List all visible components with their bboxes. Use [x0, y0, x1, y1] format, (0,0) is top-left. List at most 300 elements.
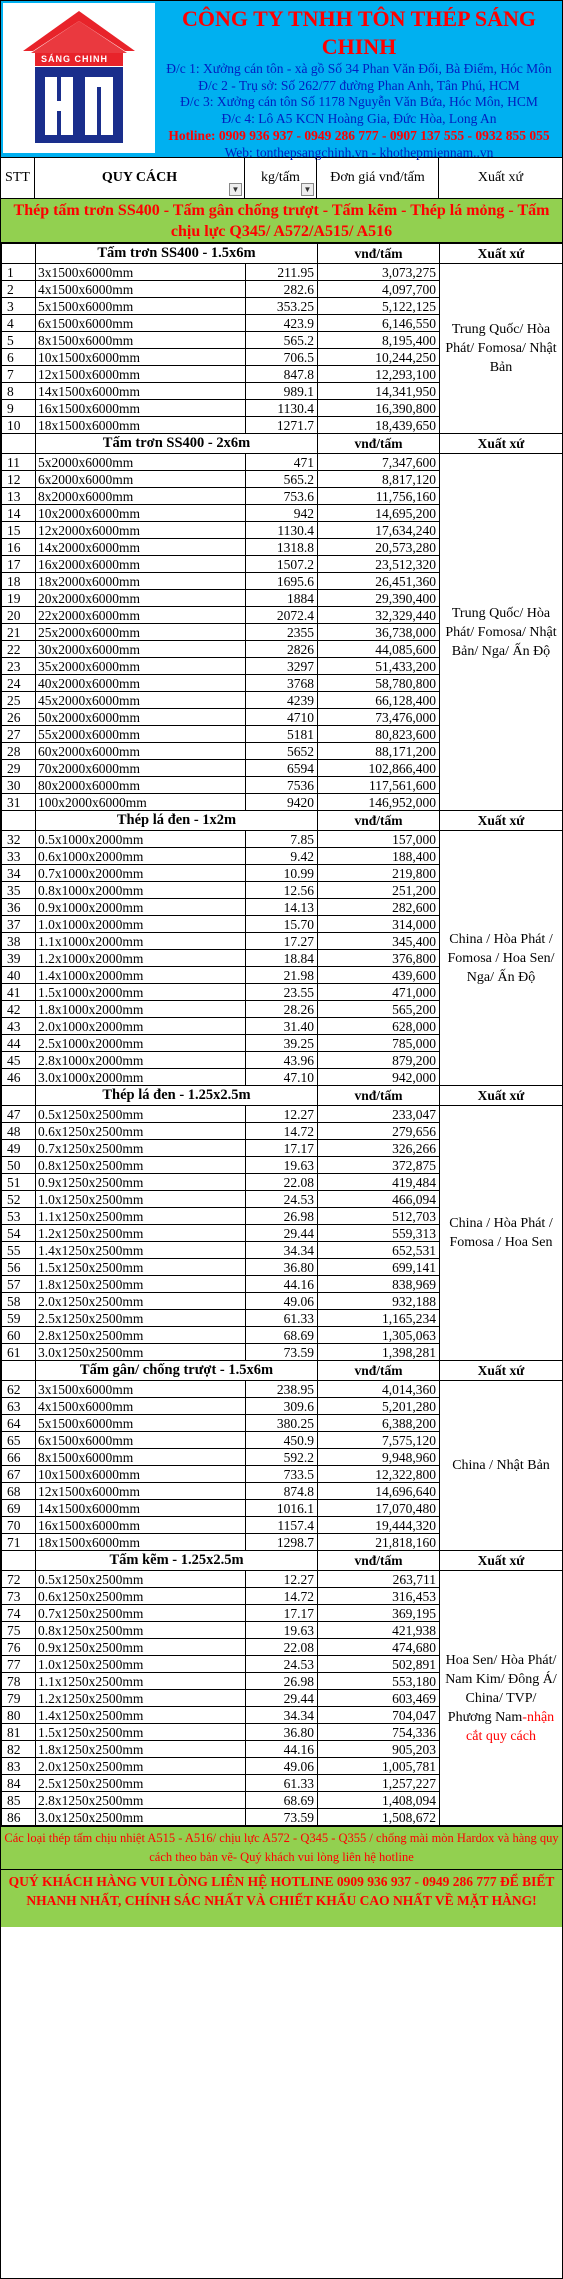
row-spec: 5x1500x6000mm	[36, 1415, 246, 1432]
row-spec: 8x1500x6000mm	[36, 1449, 246, 1466]
row-weight: 706.5	[246, 349, 318, 366]
row-weight: 34.34	[246, 1707, 318, 1724]
section-blank	[2, 434, 36, 454]
row-spec: 18x1500x6000mm	[36, 1534, 246, 1551]
row-price: 6,146,550	[318, 315, 440, 332]
row-price: 58,780,800	[318, 675, 440, 692]
row-price: 188,400	[318, 848, 440, 865]
section-name: Tấm kẽm - 1.25x2.5m	[36, 1551, 318, 1571]
row-stt: 23	[2, 658, 36, 675]
row-spec: 20x2000x6000mm	[36, 590, 246, 607]
row-price: 9,948,960	[318, 1449, 440, 1466]
row-spec: 0.9x1000x2000mm	[36, 899, 246, 916]
row-weight: 2072.4	[246, 607, 318, 624]
row-stt: 75	[2, 1622, 36, 1639]
row-price: 754,336	[318, 1724, 440, 1741]
row-stt: 78	[2, 1673, 36, 1690]
row-stt: 34	[2, 865, 36, 882]
section-origin-label: Xuất xứ	[440, 244, 563, 264]
row-stt: 74	[2, 1605, 36, 1622]
row-spec: 3x1500x6000mm	[36, 1381, 246, 1398]
row-weight: 450.9	[246, 1432, 318, 1449]
row-weight: 6594	[246, 760, 318, 777]
row-price: 3,073,275	[318, 264, 440, 281]
row-spec: 0.5x1000x2000mm	[36, 831, 246, 848]
row-stt: 73	[2, 1588, 36, 1605]
row-price: 21,818,160	[318, 1534, 440, 1551]
row-weight: 15.70	[246, 916, 318, 933]
origin-text: Hoa Sen/ Hòa Phát/ Nam Kim/ Đông Á/ China/ TVP/ Phương Nam	[445, 1652, 557, 1725]
row-spec: 1.4x1000x2000mm	[36, 967, 246, 984]
product-title-banner: Thép tấm trơn SS400 - Tấm gân chống trượt - Tấm kẽm - Thép lá mỏng - Tấm chịu lực Q345/ A572/A515/ A516	[1, 199, 562, 243]
row-weight: 423.9	[246, 315, 318, 332]
row-weight: 34.34	[246, 1242, 318, 1259]
row-stt: 6	[2, 349, 36, 366]
row-spec: 1.2x1250x2500mm	[36, 1225, 246, 1242]
row-stt: 44	[2, 1035, 36, 1052]
row-price: 17,070,480	[318, 1500, 440, 1517]
row-weight: 733.5	[246, 1466, 318, 1483]
row-spec: 0.8x1250x2500mm	[36, 1622, 246, 1639]
row-price: 502,891	[318, 1656, 440, 1673]
row-stt: 32	[2, 831, 36, 848]
row-spec: 6x1500x6000mm	[36, 1432, 246, 1449]
row-weight: 592.2	[246, 1449, 318, 1466]
row-price: 20,573,280	[318, 539, 440, 556]
row-weight: 7.85	[246, 831, 318, 848]
row-spec: 0.6x1250x2500mm	[36, 1588, 246, 1605]
row-weight: 1695.6	[246, 573, 318, 590]
row-spec: 1.8x1000x2000mm	[36, 1001, 246, 1018]
row-stt: 79	[2, 1690, 36, 1707]
row-stt: 63	[2, 1398, 36, 1415]
row-spec: 50x2000x6000mm	[36, 709, 246, 726]
row-stt: 26	[2, 709, 36, 726]
row-stt: 29	[2, 760, 36, 777]
row-price: 4,014,360	[318, 1381, 440, 1398]
row-stt: 14	[2, 505, 36, 522]
row-weight: 44.16	[246, 1276, 318, 1293]
row-stt: 65	[2, 1432, 36, 1449]
row-price: 652,531	[318, 1242, 440, 1259]
row-spec: 2.5x1250x2500mm	[36, 1775, 246, 1792]
col-origin: Xuất xứ	[477, 170, 524, 185]
row-stt: 15	[2, 522, 36, 539]
row-price: 905,203	[318, 1741, 440, 1758]
row-price: 785,000	[318, 1035, 440, 1052]
col-price: Đơn giá vnđ/tấm	[317, 158, 439, 198]
section-header	[2, 811, 563, 831]
row-weight: 9420	[246, 794, 318, 811]
row-weight: 29.44	[246, 1225, 318, 1242]
section-unit: vnđ/tấm	[318, 1551, 440, 1571]
row-weight: 31.40	[246, 1018, 318, 1035]
row-weight: 1884	[246, 590, 318, 607]
section-unit: vnđ/tấm	[318, 244, 440, 264]
row-weight: 68.69	[246, 1327, 318, 1344]
row-spec: 0.6x1250x2500mm	[36, 1123, 246, 1140]
table-row	[2, 264, 563, 281]
row-weight: 4710	[246, 709, 318, 726]
row-stt: 71	[2, 1534, 36, 1551]
row-spec: 2.8x1250x2500mm	[36, 1327, 246, 1344]
row-weight: 989.1	[246, 383, 318, 400]
row-price: 251,200	[318, 882, 440, 899]
section-name: Tấm gân/ chống trượt - 1.5x6m	[36, 1361, 318, 1381]
row-price: 603,469	[318, 1690, 440, 1707]
section-unit: vnđ/tấm	[318, 811, 440, 831]
row-weight: 24.53	[246, 1656, 318, 1673]
row-spec: 12x1500x6000mm	[36, 1483, 246, 1500]
row-spec: 0.6x1000x2000mm	[36, 848, 246, 865]
row-weight: 22.08	[246, 1174, 318, 1191]
row-stt: 2	[2, 281, 36, 298]
row-stt: 80	[2, 1707, 36, 1724]
row-stt: 67	[2, 1466, 36, 1483]
row-weight: 12.27	[246, 1571, 318, 1588]
row-spec: 1.5x1250x2500mm	[36, 1259, 246, 1276]
origin-cell	[440, 1381, 563, 1551]
row-spec: 2.8x1250x2500mm	[36, 1792, 246, 1809]
row-price: 376,800	[318, 950, 440, 967]
footer-cta: QUÝ KHÁCH HÀNG VUI LÒNG LIÊN HỆ HOTLINE 0909 936 937 - 0949 286 777 ĐỂ BIẾT NHANH NHẤT, CHÍNH SÁC NHẤT VÀ CHIẾT KHẤU CAO NHẤT VỀ MẶT HÀNG!	[1, 1869, 562, 1927]
row-price: 4,097,700	[318, 281, 440, 298]
row-weight: 17.17	[246, 1140, 318, 1157]
row-price: 628,000	[318, 1018, 440, 1035]
row-stt: 52	[2, 1191, 36, 1208]
row-weight: 942	[246, 505, 318, 522]
row-spec: 4x1500x6000mm	[36, 281, 246, 298]
row-weight: 17.17	[246, 1605, 318, 1622]
row-price: 474,680	[318, 1639, 440, 1656]
filter-dropdown-icon[interactable]: ▼	[229, 183, 242, 196]
row-weight: 23.55	[246, 984, 318, 1001]
row-price: 14,696,640	[318, 1483, 440, 1500]
row-weight: 1298.7	[246, 1534, 318, 1551]
company-info	[156, 3, 562, 160]
row-stt: 66	[2, 1449, 36, 1466]
row-price: 117,561,600	[318, 777, 440, 794]
column-header-row	[1, 158, 562, 199]
row-spec: 1.5x1000x2000mm	[36, 984, 246, 1001]
row-stt: 68	[2, 1483, 36, 1500]
row-spec: 8x1500x6000mm	[36, 332, 246, 349]
row-price: 88,171,200	[318, 743, 440, 760]
row-spec: 2.8x1000x2000mm	[36, 1052, 246, 1069]
row-stt: 17	[2, 556, 36, 573]
footer-note: Các loại thép tấm chịu nhiệt A515 - A516/ chịu lực A572 - Q345 - Q355 / chống mài mòn Hardox và hàng quy cách theo bản vẽ- Quý khách vui lòng liên hệ hotline	[1, 1826, 562, 1869]
row-stt: 25	[2, 692, 36, 709]
row-price: 942,000	[318, 1069, 440, 1086]
row-weight: 565.2	[246, 471, 318, 488]
row-stt: 50	[2, 1157, 36, 1174]
row-weight: 5652	[246, 743, 318, 760]
row-weight: 43.96	[246, 1052, 318, 1069]
price-table	[1, 243, 563, 1826]
row-stt: 42	[2, 1001, 36, 1018]
row-price: 12,293,100	[318, 366, 440, 383]
row-spec: 4x1500x6000mm	[36, 1398, 246, 1415]
row-spec: 0.9x1250x2500mm	[36, 1639, 246, 1656]
row-spec: 12x2000x6000mm	[36, 522, 246, 539]
row-spec: 16x2000x6000mm	[36, 556, 246, 573]
row-weight: 19.63	[246, 1622, 318, 1639]
row-spec: 0.8x1250x2500mm	[36, 1157, 246, 1174]
section-unit: vnđ/tấm	[318, 1086, 440, 1106]
row-weight: 19.63	[246, 1157, 318, 1174]
row-spec: 25x2000x6000mm	[36, 624, 246, 641]
row-stt: 47	[2, 1106, 36, 1123]
row-stt: 11	[2, 454, 36, 471]
row-price: 421,938	[318, 1622, 440, 1639]
row-price: 233,047	[318, 1106, 440, 1123]
table-row	[2, 1571, 563, 1588]
row-stt: 85	[2, 1792, 36, 1809]
row-weight: 565.2	[246, 332, 318, 349]
row-price: 838,969	[318, 1276, 440, 1293]
row-spec: 1.0x1250x2500mm	[36, 1656, 246, 1673]
row-spec: 1.1x1250x2500mm	[36, 1673, 246, 1690]
row-stt: 56	[2, 1259, 36, 1276]
row-price: 11,756,160	[318, 488, 440, 505]
row-stt: 76	[2, 1639, 36, 1656]
row-stt: 28	[2, 743, 36, 760]
row-weight: 753.6	[246, 488, 318, 505]
row-weight: 1130.4	[246, 522, 318, 539]
row-stt: 83	[2, 1758, 36, 1775]
row-stt: 43	[2, 1018, 36, 1035]
row-price: 565,200	[318, 1001, 440, 1018]
row-spec: 14x2000x6000mm	[36, 539, 246, 556]
section-blank	[2, 1086, 36, 1106]
section-origin-label: Xuất xứ	[440, 811, 563, 831]
row-spec: 100x2000x6000mm	[36, 794, 246, 811]
row-weight: 22.08	[246, 1639, 318, 1656]
row-spec: 2.0x1250x2500mm	[36, 1293, 246, 1310]
row-weight: 26.98	[246, 1208, 318, 1225]
row-price: 1,257,227	[318, 1775, 440, 1792]
row-spec: 6x2000x6000mm	[36, 471, 246, 488]
row-weight: 68.69	[246, 1792, 318, 1809]
row-price: 314,000	[318, 916, 440, 933]
row-price: 553,180	[318, 1673, 440, 1690]
row-price: 7,575,120	[318, 1432, 440, 1449]
row-spec: 2.5x1000x2000mm	[36, 1035, 246, 1052]
row-stt: 35	[2, 882, 36, 899]
origin-note: -nhận cắt quy cách	[466, 1709, 555, 1744]
section-origin-label: Xuất xứ	[440, 1361, 563, 1381]
row-weight: 14.72	[246, 1588, 318, 1605]
row-stt: 54	[2, 1225, 36, 1242]
row-price: 466,094	[318, 1191, 440, 1208]
row-stt: 7	[2, 366, 36, 383]
row-stt: 48	[2, 1123, 36, 1140]
section-origin-label: Xuất xứ	[440, 1551, 563, 1571]
row-weight: 2355	[246, 624, 318, 641]
row-weight: 39.25	[246, 1035, 318, 1052]
row-price: 699,141	[318, 1259, 440, 1276]
origin-text: Trung Quốc/ Hòa Phát/ Fomosa/ Nhật Bản	[445, 322, 557, 375]
section-name: Tấm trơn SS400 - 1.5x6m	[36, 244, 318, 264]
row-stt: 31	[2, 794, 36, 811]
col-spec[interactable]: QUY CÁCH ▼	[35, 158, 245, 198]
row-weight: 211.95	[246, 264, 318, 281]
row-stt: 58	[2, 1293, 36, 1310]
row-stt: 4	[2, 315, 36, 332]
section-unit: vnđ/tấm	[318, 434, 440, 454]
table-row	[2, 454, 563, 471]
row-weight: 353.25	[246, 298, 318, 315]
row-weight: 1016.1	[246, 1500, 318, 1517]
row-spec: 10x2000x6000mm	[36, 505, 246, 522]
row-price: 16,390,800	[318, 400, 440, 417]
row-price: 26,451,360	[318, 573, 440, 590]
row-price: 345,400	[318, 933, 440, 950]
row-price: 879,200	[318, 1052, 440, 1069]
row-stt: 27	[2, 726, 36, 743]
origin-cell	[440, 454, 563, 811]
row-stt: 16	[2, 539, 36, 556]
row-price: 51,433,200	[318, 658, 440, 675]
row-spec: 1.2x1000x2000mm	[36, 950, 246, 967]
row-stt: 62	[2, 1381, 36, 1398]
row-price: 66,128,400	[318, 692, 440, 709]
row-stt: 70	[2, 1517, 36, 1534]
row-price: 8,817,120	[318, 471, 440, 488]
row-price: 29,390,400	[318, 590, 440, 607]
row-price: 1,398,281	[318, 1344, 440, 1361]
row-weight: 3297	[246, 658, 318, 675]
row-spec: 3x1500x6000mm	[36, 264, 246, 281]
origin-text: China / Nhật Bản	[452, 1458, 550, 1473]
row-weight: 380.25	[246, 1415, 318, 1432]
row-spec: 22x2000x6000mm	[36, 607, 246, 624]
row-spec: 1.5x1250x2500mm	[36, 1724, 246, 1741]
row-price: 10,244,250	[318, 349, 440, 366]
row-weight: 1157.4	[246, 1517, 318, 1534]
row-stt: 21	[2, 624, 36, 641]
origin-text: China / Hòa Phát / Fomosa / Hoa Sen/ Nga/ Ấn Độ	[447, 931, 555, 985]
origin-cell	[440, 264, 563, 434]
row-weight: 10.99	[246, 865, 318, 882]
section-blank	[2, 811, 36, 831]
origin-cell	[440, 1571, 563, 1826]
row-price: 36,738,000	[318, 624, 440, 641]
row-stt: 51	[2, 1174, 36, 1191]
row-spec: 10x1500x6000mm	[36, 1466, 246, 1483]
row-weight: 73.59	[246, 1809, 318, 1826]
row-price: 157,000	[318, 831, 440, 848]
origin-cell	[440, 1106, 563, 1361]
row-stt: 46	[2, 1069, 36, 1086]
row-price: 7,347,600	[318, 454, 440, 471]
row-stt: 12	[2, 471, 36, 488]
section-header	[2, 1086, 563, 1106]
row-spec: 14x1500x6000mm	[36, 383, 246, 400]
col-stt: STT	[1, 158, 35, 198]
row-stt: 9	[2, 400, 36, 417]
row-weight: 5181	[246, 726, 318, 743]
row-stt: 8	[2, 383, 36, 400]
row-stt: 72	[2, 1571, 36, 1588]
row-weight: 36.80	[246, 1724, 318, 1741]
row-stt: 39	[2, 950, 36, 967]
section-name: Thép lá đen - 1x2m	[36, 811, 318, 831]
row-weight: 847.8	[246, 366, 318, 383]
row-spec: 40x2000x6000mm	[36, 675, 246, 692]
row-weight: 1130.4	[246, 400, 318, 417]
row-stt: 10	[2, 417, 36, 434]
row-spec: 0.8x1000x2000mm	[36, 882, 246, 899]
address-2: Đ/c 2 - Trụ sở: Số 262/77 đường Phan Anh, Tân Phú, HCM	[198, 77, 520, 93]
row-stt: 24	[2, 675, 36, 692]
hotline: Hotline: 0909 936 937 - 0949 286 777 - 0907 137 555 - 0932 855 055	[168, 128, 550, 143]
row-stt: 36	[2, 899, 36, 916]
row-price: 279,656	[318, 1123, 440, 1140]
row-weight: 73.59	[246, 1344, 318, 1361]
row-stt: 82	[2, 1741, 36, 1758]
row-weight: 49.06	[246, 1758, 318, 1775]
section-header	[2, 1551, 563, 1571]
row-price: 439,600	[318, 967, 440, 984]
row-stt: 53	[2, 1208, 36, 1225]
row-price: 1,408,094	[318, 1792, 440, 1809]
row-spec: 60x2000x6000mm	[36, 743, 246, 760]
row-stt: 81	[2, 1724, 36, 1741]
section-origin-label: Xuất xứ	[440, 434, 563, 454]
row-price: 1,165,234	[318, 1310, 440, 1327]
address-3: Đ/c 3: Xưởng cán tôn Số 1178 Nguyễn Văn Bứa, Hóc Môn, HCM	[180, 94, 538, 109]
row-weight: 14.13	[246, 899, 318, 916]
row-price: 512,703	[318, 1208, 440, 1225]
row-spec: 3.0x1000x2000mm	[36, 1069, 246, 1086]
row-spec: 1.1x1250x2500mm	[36, 1208, 246, 1225]
origin-cell	[440, 831, 563, 1086]
row-spec: 0.7x1250x2500mm	[36, 1605, 246, 1622]
table-row	[2, 831, 563, 848]
row-spec: 1.4x1250x2500mm	[36, 1707, 246, 1724]
row-weight: 1507.2	[246, 556, 318, 573]
row-stt: 57	[2, 1276, 36, 1293]
row-price: 419,484	[318, 1174, 440, 1191]
row-spec: 35x2000x6000mm	[36, 658, 246, 675]
row-spec: 1.0x1250x2500mm	[36, 1191, 246, 1208]
row-price: 5,201,280	[318, 1398, 440, 1415]
row-spec: 1.0x1000x2000mm	[36, 916, 246, 933]
row-price: 102,866,400	[318, 760, 440, 777]
row-stt: 13	[2, 488, 36, 505]
row-weight: 17.27	[246, 933, 318, 950]
row-stt: 38	[2, 933, 36, 950]
table-row	[2, 1381, 563, 1398]
row-price: 19,444,320	[318, 1517, 440, 1534]
row-spec: 5x2000x6000mm	[36, 454, 246, 471]
row-price: 1,508,672	[318, 1809, 440, 1826]
row-weight: 14.72	[246, 1123, 318, 1140]
row-weight: 7536	[246, 777, 318, 794]
row-stt: 40	[2, 967, 36, 984]
row-spec: 3.0x1250x2500mm	[36, 1344, 246, 1361]
row-spec: 16x1500x6000mm	[36, 400, 246, 417]
col-weight[interactable]: kg/tấm ▼	[245, 158, 317, 198]
row-price: 704,047	[318, 1707, 440, 1724]
row-spec: 10x1500x6000mm	[36, 349, 246, 366]
row-price: 8,195,400	[318, 332, 440, 349]
filter-dropdown-icon[interactable]: ▼	[301, 183, 314, 196]
row-price: 23,512,320	[318, 556, 440, 573]
row-weight: 309.6	[246, 1398, 318, 1415]
row-weight: 238.95	[246, 1381, 318, 1398]
